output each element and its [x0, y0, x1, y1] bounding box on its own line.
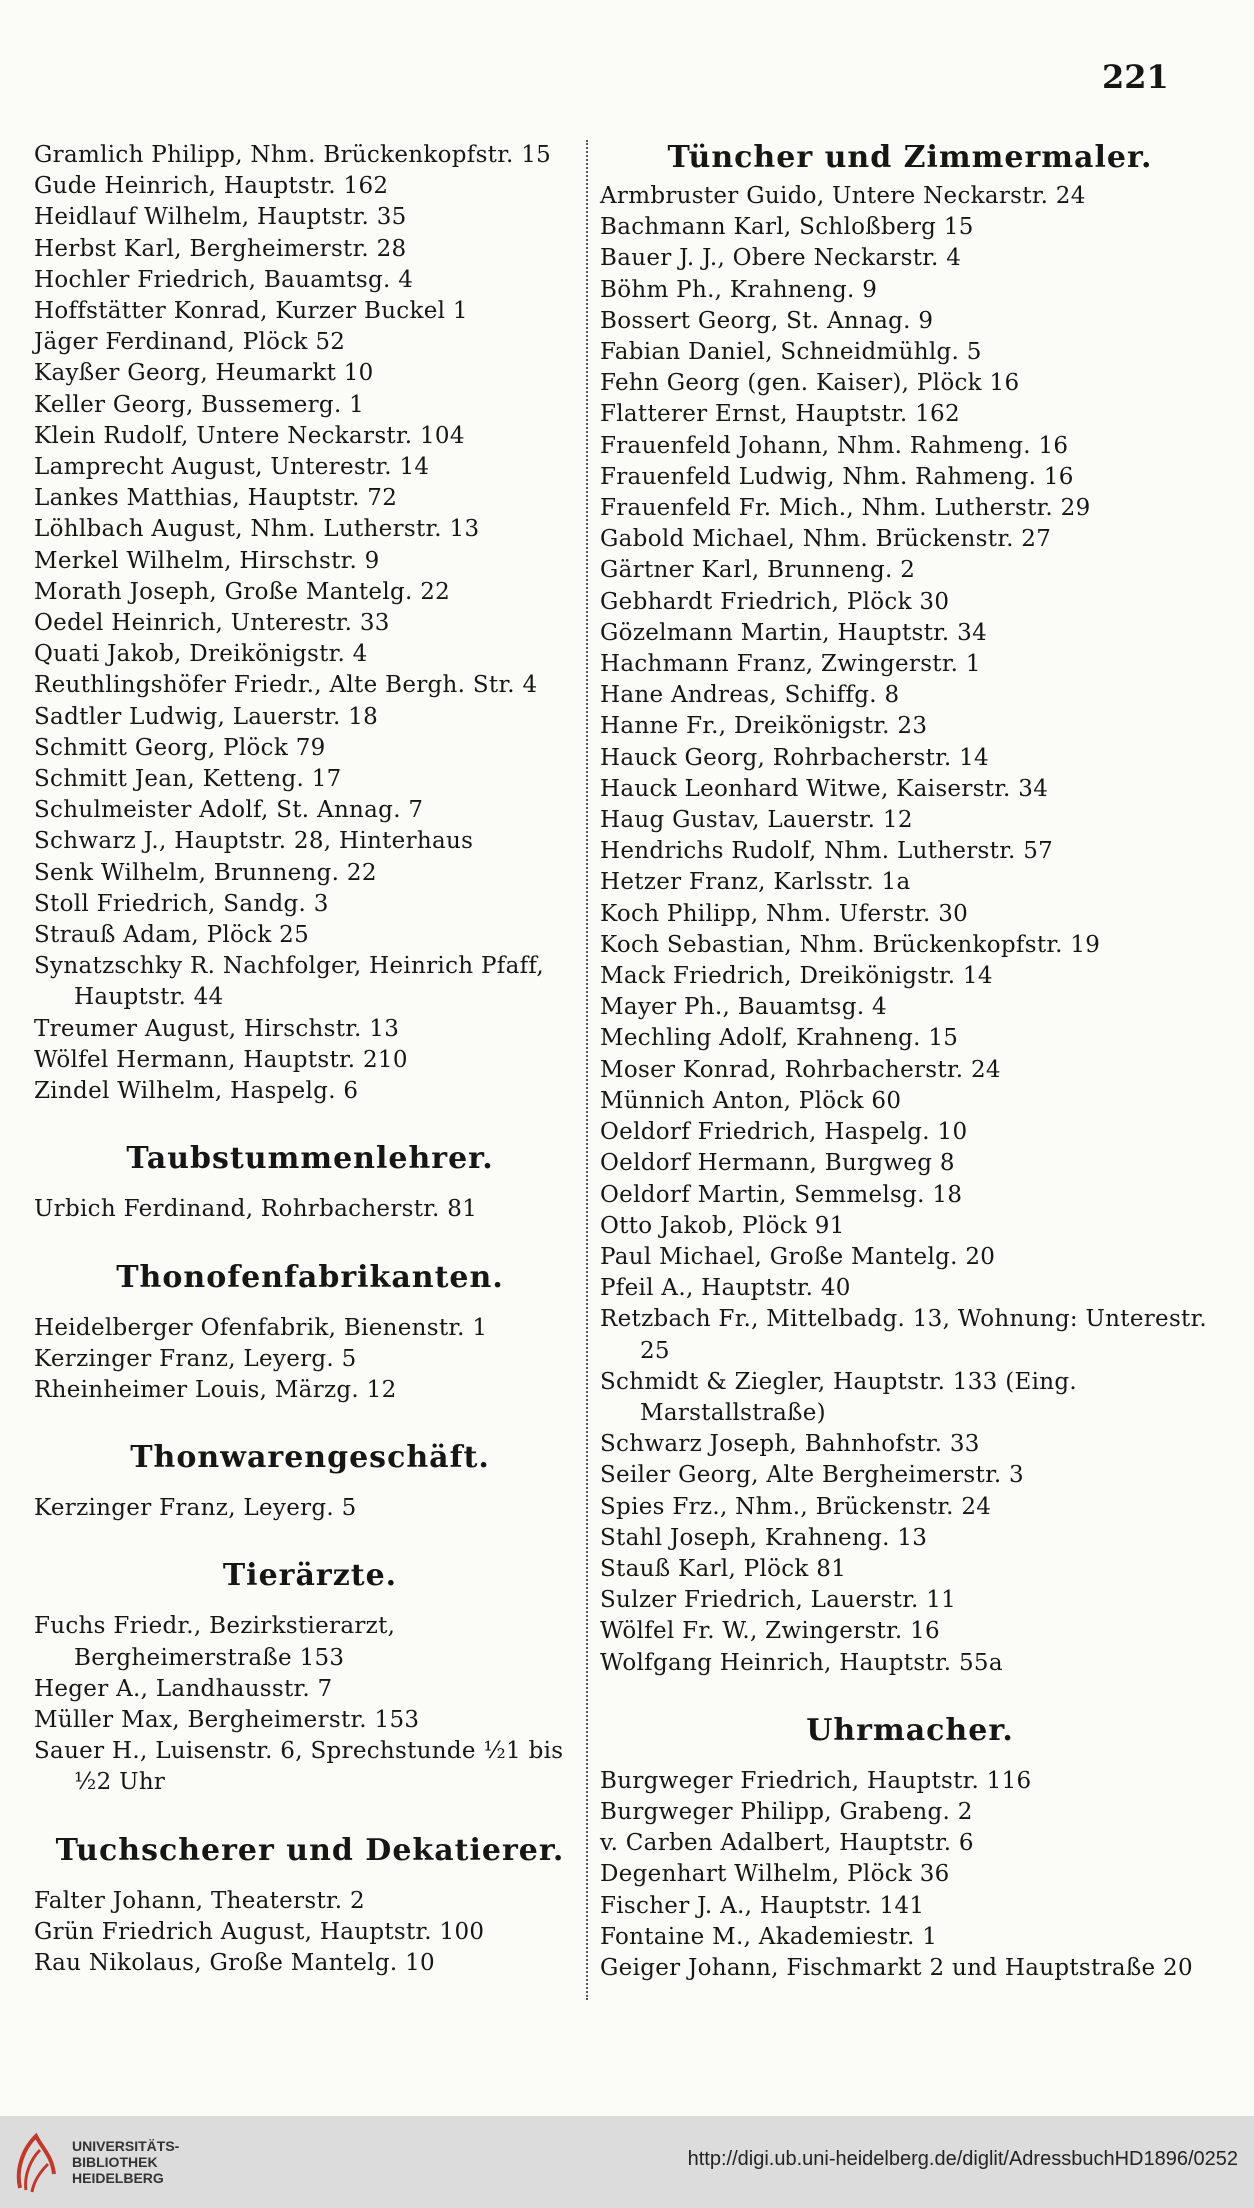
directory-entry: Kerzinger Franz, Leyerg. 5 [34, 1345, 357, 1372]
directory-entry: Senk Wilhelm, Brunneng. 22 [34, 859, 377, 886]
directory-entry: Schulmeister Adolf, St. Annag. 7 [34, 797, 424, 824]
right-column [600, 140, 1220, 1984]
directory-entry: Fischer J. A., Hauptstr. 141 [600, 1892, 925, 1919]
directory-entry: Retzbach Fr., Mittelbadg. 13, Wohnung: Unterestr. 25 [600, 1306, 1207, 1364]
directory-entry: Fontaine M., Akademiestr. 1 [600, 1923, 938, 1950]
directory-entry: Koch Sebastian, Nhm. Brückenkopfstr. 19 [600, 931, 1101, 958]
directory-entry: Rau Nikolaus, Große Mantelg. 10 [34, 1949, 435, 1976]
directory-entry: Löhlbach August, Nhm. Lutherstr. 13 [34, 516, 480, 543]
directory-entry: Lankes Matthias, Hauptstr. 72 [34, 485, 398, 512]
directory-entry: Hoffstätter Konrad, Kurzer Buckel 1 [34, 298, 468, 325]
library-name-line: BIBLIOTHEK [72, 2154, 158, 2170]
directory-entry: Hanne Fr., Dreikönigstr. 23 [600, 713, 928, 740]
directory-entry: Schmidt & Ziegler, Hauptstr. 133 (Eing. Marstallstraße) [600, 1368, 1077, 1426]
directory-entry: Klein Rudolf, Untere Neckarstr. 104 [34, 422, 465, 449]
directory-entry: Schmitt Jean, Ketteng. 17 [34, 766, 342, 793]
directory-entry: Falter Johann, Theaterstr. 2 [34, 1887, 365, 1914]
directory-entry: Hochler Friedrich, Bauamtsg. 4 [34, 266, 414, 293]
directory-entry: Bachmann Karl, Schloßberg 15 [600, 214, 974, 241]
directory-entry: Keller Georg, Bussemerg. 1 [34, 391, 365, 418]
directory-entry: Fabian Daniel, Schneidmühlg. 5 [600, 339, 982, 366]
section-heading: Tüncher und Zimmermaler. [667, 140, 1153, 175]
directory-entry: Armbruster Guido, Untere Neckarstr. 24 [600, 183, 1086, 209]
directory-entry: Degenhart Wilhelm, Plöck 36 [600, 1861, 950, 1888]
directory-entry: Morath Joseph, Große Mantelg. 22 [34, 578, 451, 605]
directory-entry: Otto Jakob, Plöck 91 [600, 1212, 845, 1239]
directory-entry: Bauer J. J., Obere Neckarstr. 4 [600, 245, 962, 272]
directory-entry: Stauß Karl, Plöck 81 [600, 1555, 847, 1582]
section-heading: Tuchscherer und Dekatierer. [55, 1832, 565, 1868]
directory-entry: Moser Konrad, Rohrbacherstr. 24 [600, 1056, 1001, 1083]
directory-entry: Heger A., Landhausstr. 7 [34, 1675, 333, 1702]
directory-entry: Schwarz Joseph, Bahnhofstr. 33 [600, 1431, 980, 1458]
directory-entry: Urbich Ferdinand, Rohrbacherstr. 81 [34, 1196, 478, 1223]
directory-entry: Heidlauf Wilhelm, Hauptstr. 35 [34, 204, 407, 231]
directory-entry: Bossert Georg, St. Annag. 9 [600, 307, 934, 334]
directory-entry: Stoll Friedrich, Sandg. 3 [34, 890, 329, 917]
directory-entry: Mayer Ph., Bauamtsg. 4 [600, 994, 887, 1021]
directory-entry: Mack Friedrich, Dreikönigstr. 14 [600, 963, 993, 990]
directory-entry: Spies Frz., Nhm., Brückenstr. 24 [600, 1493, 992, 1520]
directory-entry: Flatterer Ernst, Hauptstr. 162 [600, 401, 960, 428]
directory-entry: Hauck Leonhard Witwe, Kaiserstr. 34 [600, 775, 1049, 802]
directory-entry: Kayßer Georg, Heumarkt 10 [34, 360, 374, 387]
section-heading: Thonwarengeschäft. [130, 1440, 490, 1476]
directory-entry: Fehn Georg (gen. Kaiser), Plöck 16 [600, 370, 1020, 397]
directory-entry: Wölfel Hermann, Hauptstr. 210 [34, 1046, 408, 1073]
directory-entry: Oeldorf Hermann, Burgweg 8 [600, 1150, 955, 1177]
directory-entry: Fuchs Friedr., Bezirkstierarzt, Bergheimerstraße 153 [34, 1613, 396, 1671]
directory-entry: Stahl Joseph, Krahneng. 13 [600, 1524, 928, 1551]
library-name-line: HEIDELBERG [72, 2170, 164, 2186]
directory-entry: Rheinheimer Louis, Märzg. 12 [34, 1376, 397, 1403]
directory-entry: Grün Friedrich August, Hauptstr. 100 [34, 1918, 485, 1945]
directory-entry: Sulzer Friedrich, Lauerstr. 11 [600, 1587, 957, 1614]
library-logo-icon [12, 2130, 60, 2194]
directory-entry: Burgweger Philipp, Grabeng. 2 [600, 1798, 973, 1825]
directory-entry: Gözelmann Martin, Hauptstr. 34 [600, 619, 988, 646]
directory-entry: Sadtler Ludwig, Lauerstr. 18 [34, 703, 379, 730]
directory-entry: Burgweger Friedrich, Hauptstr. 116 [600, 1767, 1032, 1794]
directory-entry: Quati Jakob, Dreikönigstr. 4 [34, 641, 368, 668]
directory-entry: Hachmann Franz, Zwingerstr. 1 [600, 651, 981, 678]
directory-entry: Gabold Michael, Nhm. Brückenstr. 27 [600, 526, 1052, 553]
directory-entry: Koch Philipp, Nhm. Uferstr. 30 [600, 900, 969, 927]
directory-entry: Kerzinger Franz, Leyerg. 5 [34, 1495, 357, 1522]
left-column [34, 140, 586, 1979]
directory-entry: Oeldorf Friedrich, Haspelg. 10 [600, 1119, 968, 1146]
directory-entry: Heidelberger Ofenfabrik, Bienenstr. 1 [34, 1314, 488, 1341]
directory-entry: Böhm Ph., Krahneng. 9 [600, 276, 878, 303]
directory-entry: Gramlich Philipp, Nhm. Brückenkopfstr. 15 [34, 142, 552, 168]
directory-entry: Hauck Georg, Rohrbacherstr. 14 [600, 744, 989, 771]
directory-entry: Merkel Wilhelm, Hirschstr. 9 [34, 547, 380, 574]
directory-entry: v. Carben Adalbert, Hauptstr. 6 [600, 1830, 974, 1857]
directory-entry: Lamprecht August, Unterestr. 14 [34, 454, 430, 481]
directory-entry: Gude Heinrich, Hauptstr. 162 [34, 173, 389, 200]
directory-entry: Pfeil A., Hauptstr. 40 [600, 1275, 851, 1302]
section-heading: Thonofenfabrikanten. [116, 1259, 504, 1295]
directory-entry: Haug Gustav, Lauerstr. 12 [600, 807, 913, 834]
directory-entry: Münnich Anton, Plöck 60 [600, 1087, 902, 1114]
directory-entry: Schwarz J., Hauptstr. 28, Hinterhaus [34, 828, 474, 855]
library-name-line: UNIVERSITÄTS- [72, 2138, 180, 2154]
directory-entry: Wolfgang Heinrich, Hauptstr. 55a [600, 1649, 1003, 1676]
directory-entry: Frauenfeld Johann, Nhm. Rahmeng. 16 [600, 432, 1069, 459]
directory-entry: Jäger Ferdinand, Plöck 52 [34, 329, 346, 356]
directory-entry: Strauß Adam, Plöck 25 [34, 922, 310, 949]
directory-entry: Paul Michael, Große Mantelg. 20 [600, 1243, 996, 1270]
column-divider [586, 140, 588, 2000]
section-heading: Tierärzte. [222, 1558, 398, 1594]
directory-entry: Gebhardt Friedrich, Plöck 30 [600, 588, 950, 615]
directory-entry: Seiler Georg, Alte Bergheimerstr. 3 [600, 1462, 1024, 1489]
directory-entry: Frauenfeld Ludwig, Nhm. Rahmeng. 16 [600, 463, 1074, 490]
directory-entry: Reuthlingshöfer Friedr., Alte Bergh. Str. 4 [34, 672, 538, 699]
directory-entry: Wölfel Fr. W., Zwingerstr. 16 [600, 1618, 940, 1645]
page-number: 221 [1102, 58, 1169, 96]
footer-bar [0, 2116, 1254, 2208]
directory-entry: Herbst Karl, Bergheimerstr. 28 [34, 235, 407, 262]
directory-entry: Hetzer Franz, Karlsstr. 1a [600, 869, 911, 896]
directory-entry: Müller Max, Bergheimerstr. 153 [34, 1706, 420, 1733]
directory-entry: Sauer H., Luisenstr. 6, Sprechstunde ½1 bis ½2 Uhr [34, 1738, 564, 1796]
directory-entry: Oedel Heinrich, Unterestr. 33 [34, 610, 390, 637]
directory-entry: Oeldorf Martin, Semmelsg. 18 [600, 1181, 963, 1208]
directory-entry: Frauenfeld Fr. Mich., Nhm. Lutherstr. 29 [600, 495, 1091, 522]
directory-entry: Synatzschky R. Nachfolger, Heinrich Pfaff, Hauptstr. 44 [34, 953, 544, 1011]
section-heading: Taubstummenlehrer. [126, 1141, 494, 1177]
section-heading: Uhrmacher. [806, 1712, 1014, 1748]
directory-entry: Schmitt Georg, Plöck 79 [34, 734, 326, 761]
source-url[interactable]: http://digi.ub.uni-heidelberg.de/diglit/AdressbuchHD1896/0252 [687, 2148, 1238, 2170]
directory-entry: Hane Andreas, Schiffg. 8 [600, 682, 900, 709]
directory-entry: Treumer August, Hirschstr. 13 [34, 1015, 400, 1042]
directory-entry: Mechling Adolf, Krahneng. 15 [600, 1025, 959, 1052]
directory-entry: Hendrichs Rudolf, Nhm. Lutherstr. 57 [600, 838, 1054, 865]
directory-entry: Zindel Wilhelm, Haspelg. 6 [34, 1078, 359, 1105]
directory-entry: Geiger Johann, Fischmarkt 2 und Hauptstraße 20 [600, 1954, 1193, 1981]
library-name [72, 2138, 179, 2186]
directory-entry: Gärtner Karl, Brunneng. 2 [600, 557, 916, 584]
